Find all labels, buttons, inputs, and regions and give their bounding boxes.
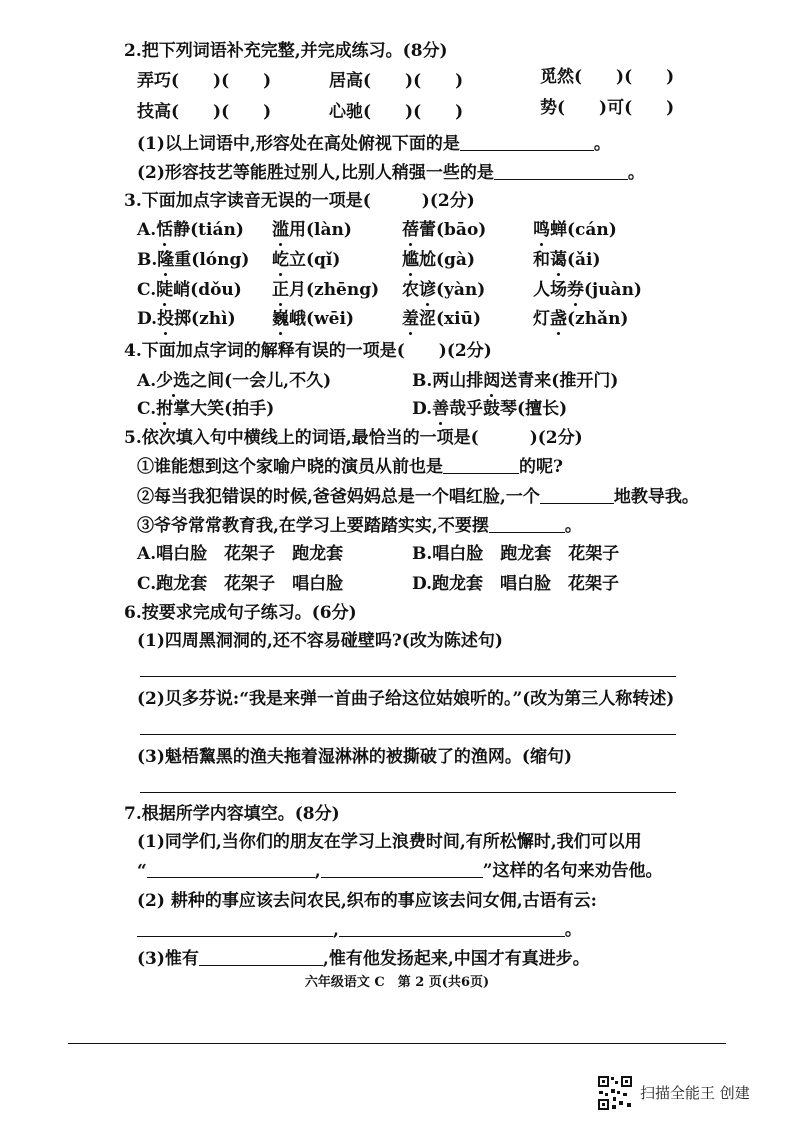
q2-sub1: (1)以上词语中,形容处在高处俯视下面的是 。	[137, 134, 611, 154]
q3-option: 灯盏(zhǎn)	[533, 309, 629, 329]
q4-title: 4.下面加点字词的解释有误的一项是( )(2分)	[124, 341, 492, 361]
q5-option-d: D.跑龙套 唱白脸 花架子	[412, 574, 620, 594]
q3-option: 鸣蝉(cán)	[533, 220, 617, 240]
q5-sentence-2: ②每当我犯错误的时候,爸爸妈妈总是一个唱红脸,一个 地教导我。	[137, 487, 699, 507]
q3-option: 人场券(juàn)	[533, 280, 642, 300]
divider	[68, 1043, 726, 1044]
q2-item: 觅然( )( )	[540, 67, 675, 87]
q5-sentence-1: ①谁能想到这个家喻户晓的演员从前也是 的呢?	[137, 457, 563, 477]
q2-item: 势( )可( )	[540, 98, 675, 118]
q7-sub1: (1)同学们,当你们的朋友在学习上浪费时间,有所松懈时,我们可以用	[137, 832, 642, 852]
q4-option-a: A.少选之间(一会儿,不久)	[137, 371, 332, 391]
q4-option-d: D.善哉乎鼓琴(擅长)	[412, 399, 568, 419]
q6-sub1: (1)四周黑洞洞的,还不容易碰壁吗?(改为陈述句)	[137, 631, 503, 651]
q3-option: 巍峨(wēi)	[272, 309, 354, 329]
q7-sub2: (2) 耕种的事应该去问农民,织布的事应该去问女佣,古语有云:	[137, 891, 597, 911]
q7-sub2-blanks: , 。	[137, 919, 582, 941]
q5-option-b: B.唱白脸 跑龙套 花架子	[412, 544, 620, 564]
q6-sub2: (2)贝多芬说:“我是来弹一首曲子给这位姑娘听的。”(改为第三人称转述)	[137, 689, 675, 709]
q3-option: 屹立(qǐ)	[272, 250, 341, 270]
answer-line	[140, 792, 676, 793]
q3-title: 3.下面加点字读音无误的一项是( )(2分)	[124, 191, 475, 211]
q3-option: 农谚(yàn)	[402, 280, 486, 300]
q3-option: 和蔼(ǎi)	[533, 250, 601, 270]
q3-option: 蓓蕾(bāo)	[402, 220, 487, 240]
q2-item: 心驰( )( )	[329, 102, 464, 122]
q5-option-c: C.跑龙套 花架子 唱白脸	[137, 574, 344, 594]
q4-option-b: B.两山排闼送青来(推开门)	[412, 371, 619, 391]
q3-option: 羞涩(xiū)	[402, 309, 482, 329]
q3-option: 尴尬(gà)	[402, 250, 475, 270]
q7-sub1-blanks: “ , ”这样的名句来劝告他。	[137, 861, 663, 881]
q5-sentence-3: ③爷爷常常教育我,在学习上要踏踏实实,不要摆 。	[137, 516, 582, 536]
q4-option-c: C.拊掌大笑(拍手)	[137, 399, 275, 419]
q3-option: B.隆重(lóng)	[137, 250, 250, 270]
q3-option: C.陡峭(dǒu)	[137, 280, 242, 300]
qr-code-icon	[597, 1075, 633, 1111]
page-footer: 六年级语文 C 第 2 页(共6页)	[304, 975, 490, 990]
q2-item: 技高( )( )	[137, 102, 272, 122]
q3-option: 正月(zhēng)	[272, 280, 380, 300]
q3-option: 滥用(làn)	[272, 220, 352, 240]
q3-option: A.恬静(tián)	[137, 220, 244, 240]
q6-title: 6.按要求完成句子练习。(6分)	[124, 603, 357, 623]
q6-sub3: (3)魁梧黧黑的渔夫拖着湿淋淋的被撕破了的渔网。(缩句)	[137, 747, 573, 767]
answer-line	[140, 676, 676, 677]
answer-line	[140, 734, 676, 735]
q5-option-a: A.唱白脸 花架子 跑龙套	[137, 544, 344, 564]
scanner-watermark: 扫描全能王 创建	[640, 1084, 750, 1102]
q7-title: 7.根据所学内容填空。(8分)	[124, 804, 340, 824]
q3-option: D.投掷(zhì)	[137, 309, 236, 329]
q7-sub3: (3)惟有 ,惟有他发扬起来,中国才有真进步。	[137, 949, 590, 969]
q2-item: 弄巧( )( )	[137, 71, 272, 91]
q5-title: 5.依次填入句中横线上的词语,最恰当的一项是( )(2分)	[124, 428, 583, 448]
q2-sub2: (2)形容技艺等能胜过别人,比别人稍强一些的是 。	[137, 163, 645, 183]
q2-item: 居高( )( )	[329, 71, 464, 91]
q2-title: 2.把下列词语补充完整,并完成练习。(8分)	[124, 41, 448, 61]
